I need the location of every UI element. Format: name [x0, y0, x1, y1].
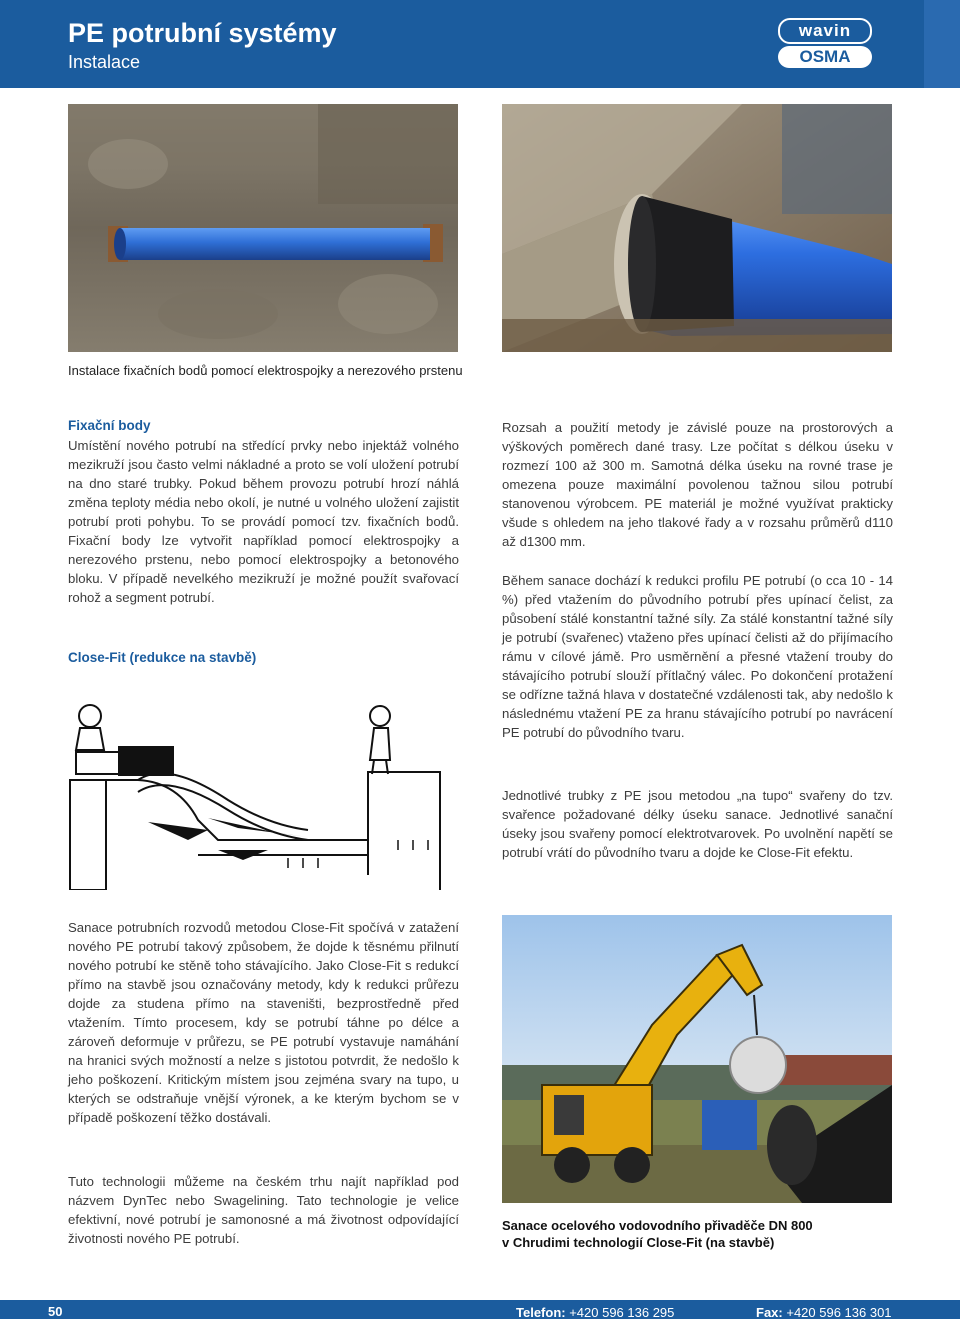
paragraph-close-fit-popis: Sanace potrubních rozvodů metodou Close-Fit spočívá v zatažení nového PE potrubí takový způsobem, že dojde k těsnému přilnutí nového potrubí ke stěně toho stávajícího. Jako Close-Fit s redukcí přímo na stavbě jsou označovány metody, kdy k redukci průřezu dojde za studena přímo na staveništi, bezprostředně před vtažením. Tímto procesem, kdy se potrubí táhne po délce a zároveň deformuje v průřezu, se PE potrubí vystavuje namáhání na hranici svých možností a nelze s jistotou potvrdit, že nedošlo k jeho poškození. Kritickým místem jsou zejména svary na tupo, u kterých se odstraňuje vnější výronek, a ke kterým bychom se v případě poškození těžko dostávali. — [68, 920, 459, 1125]
header-accent-stripe — [924, 0, 960, 88]
top-photo-caption: Instalace fixačních bodů pomocí elektrospojky a nerezového prstenu — [68, 363, 463, 378]
wavin-osma-logo — [778, 18, 872, 70]
footer-fax — [756, 1305, 892, 1320]
heading-close-fit: Close-Fit (redukce na stavbě) — [68, 650, 257, 665]
bottom-photo-caption-1: Sanace ocelového vodovodního přivaděče DN 800 — [502, 1218, 813, 1233]
page-subtitle: Instalace — [68, 52, 141, 72]
photo-pipe-in-trench — [68, 104, 458, 352]
photo-electrofusion-ring — [502, 104, 892, 352]
osma-logo-text: OSMA — [778, 46, 872, 68]
fax-value: +420 596 136 301 — [782, 1305, 892, 1320]
heading-fixacni-body: Fixační body — [68, 418, 151, 433]
bottom-photo-caption-2: v Chrudimi technologií Close-Fit (na stavbě) — [502, 1235, 775, 1250]
fax-label: Fax: — [756, 1305, 783, 1320]
wavin-logo-text: wavin — [778, 18, 872, 44]
paragraph-rozsah: Rozsah a použití metody je závislé pouze na prostorových a výškových poměrech dané trasy. Lze počítat s délkou úseku v rozmezí 100 až 300 m. Samotná délka úseku na rovné trase je omezena pouze maximální povolenou tažnou silou potrubí stanovenou výrobcem. PE materiál je možné využívat prakticky všude s ohledem na jeho tlakové řady a v rozsahu průměrů d110 až d1300 mm. — [502, 420, 893, 549]
photo-excavator-site — [502, 915, 892, 1203]
paragraph-svareni: Jednotlivé trubky z PE jsou metodou „na tupo“ svařeny do tzv. svařence požadované délky úseku sanace. Jednotlivé sanační úseky jsou svařeny pomocí elektrotvarovek. Po uvolnění napětí se potrubí vrátí do původního tvaru a dojde ke Close-Fit efektu. — [502, 788, 893, 860]
page-number: 50 — [48, 1304, 63, 1319]
page-title: PE potrubní systémy — [68, 18, 337, 48]
paragraph-dyntec: Tuto technologii můžeme na českém trhu najít například pod názvem DynTec nebo Swagelining. Tato technologie je velice efektivní, nové potrubí je samonosné a má životnost odpovídající životnosti nového PE potrubí. — [68, 1174, 459, 1246]
footer-phone — [516, 1305, 674, 1320]
close-fit-diagram — [68, 700, 460, 890]
paragraph-fixacni-body: Umístění nového potrubí na středící prvky nebo injektáž volného mezikruží jsou často velmi nákladné a proto se volí uložení potrubí na dno staré trubky. Pokud během provozu potrubí hrozí náhlá změna teploty média nebo okolí, je nutné u volného uložení zajistit potrubí proti pohybu. To se provádí pomocí tzv. fixačních bodů. Fixační body lze vytvořit například pomocí elektrospojky a nerezového prstenu, nebo pomocí elektrospojky a betonového bloku. V případě nevelkého mezikruží je možné použít svařovací rohož a segment potrubí. — [68, 438, 459, 605]
phone-value: +420 596 136 295 — [565, 1305, 675, 1320]
phone-label: Telefon: — [516, 1305, 566, 1320]
paragraph-sanace-redukce: Během sanace dochází k redukci profilu PE potrubí (o cca 10 - 14 %) před vtažením do původního potrubí přes upínací čelist, za působení stálé konstantní tažné síly. Za stálé konstantní tažné síly je potrubí (svařenec) vtaženo přes upínací čelisti až do přijímacího rámu v cílové jámě. Pro usměrnění a přesné vtažení trouby do stávajícího potrubí slouží přítlačný válec. Po dokončení protažení se odřízne tažná hlava v dostatečné vzdálenosti tak, aby nedošlo k následnému vtažení PE za hranu stávajícího potrubí po navrácení PE potrubí do původního tvaru. — [502, 573, 893, 740]
